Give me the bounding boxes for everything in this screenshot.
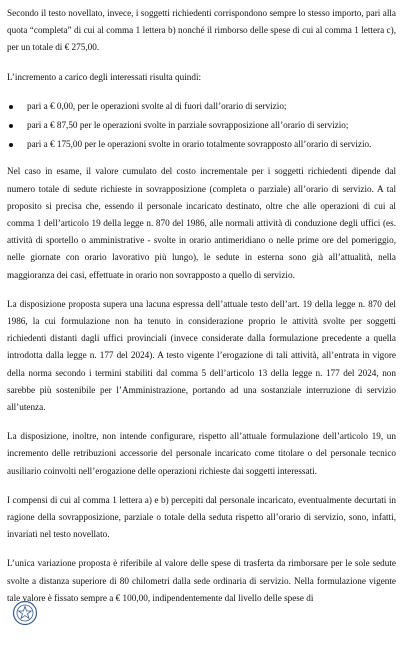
document-page [7,5,396,619]
bullet-icon [9,105,13,109]
list-item-text: pari a € 175,00 per le operazioni svolte in orario totalmente sovrapposto all’orario di servizio. [27,139,372,150]
list-item [7,117,396,134]
list-item-text: pari a € 87,50 per le operazioni svolte in parziale sovrapposizione all’orario di servizio; [27,120,349,131]
list-item [7,136,396,153]
paragraph-5: La disposizione, inoltre, non intende configurare, rispetto all’attuale formulazione dell’articolo 19, un incremento delle retribuzioni accessorie del personale incaricato come titolare o del personale tecnico ausiliario coinvolti nell’erogazione delle operazioni richieste dai soggetti interessati. [7,431,396,476]
list-item [7,98,396,115]
paragraph-1: Secondo il testo novellato, invece, i soggetti richiedenti corrispondono sempre lo stesso importo, pari alla quota “completa” di cui al comma 1 lettera b) nonché il rimborso delle spese di cui al comma 1 lettera c), per un totale di € 275,00. [7,8,396,53]
paragraph-7: L’unica variazione proposta è riferibile al valore delle spese di trasferta da rimborsare per le sole sedute svolte a distanza superiore di 80 chilometri dalla sede ordinaria di servizio. Nella formulazione vigente tale valore è fissato sempre a € 100,00, indipendentemente dal livello delle spese di [7,558,396,603]
increment-list [7,98,396,154]
paragraph-4: La disposizione proposta supera una lacuna espressa dell’attuale testo dell’art. 19 della legge n. 870 del 1986, la cui formulazione non ha tenuto in considerazione proprio le attività svolte per soggetti richiedenti distanti dagli uffici provinciali (invece considerate dalla formulazione precedente a quella introdotta dalla legge n. 177 del 2024). A testo vigente l’erogazione di tali attività, all’entrata in vigore della norma secondo i termini stabiliti dal comma 5 dell’articolo 13 della legge n. 177 del 2024, non sarebbe più sostenibile per l’Amministrazione, portando ad una sostanziale interruzione di servizio all’utenza. [7,298,396,413]
republic-emblem-icon [12,600,38,626]
paragraph-2: L’incremento a carico degli interessati risulta quindi: [7,71,202,82]
bullet-icon [9,124,13,128]
bullet-icon [9,143,13,147]
paragraph-3: Nel caso in esame, il valore cumulato del costo incrementale per i soggetti richiedenti dipende dal numero totale di sedute richieste in sovrapposizione (completa o parziale) all’orario di servizio. A tal proposito si precisa che, essendo il personale incaricato destinato, oltre che alle operazioni di cui al comma 1 dell’articolo 19 della legge n. 870 del 1986, alle normali attività di conduzione degli uffici (es. attività di sportello o amministrative - svolte in orario antimeridiano o nelle prime ore del pomeriggio, nelle giornate con orario lavorativo più lungo), le sedute in esterna sono già all’attualità, nella maggioranza dei casi, effettuate in orario non sovrapposto a quello di servizio. [7,166,396,280]
list-item-text: pari a € 0,00, per le operazioni svolte al di fuori dall’orario di servizio; [27,100,287,111]
paragraph-6: I compensi di cui al comma 1 lettera a) e b) percepiti dal personale incaricato, eventualmente decurtati in ragione della sovrapposizione, parziale o totale della seduta rispetto all’orario di servizio, sono, infatti, invariati nel testo novellato. [7,494,396,540]
